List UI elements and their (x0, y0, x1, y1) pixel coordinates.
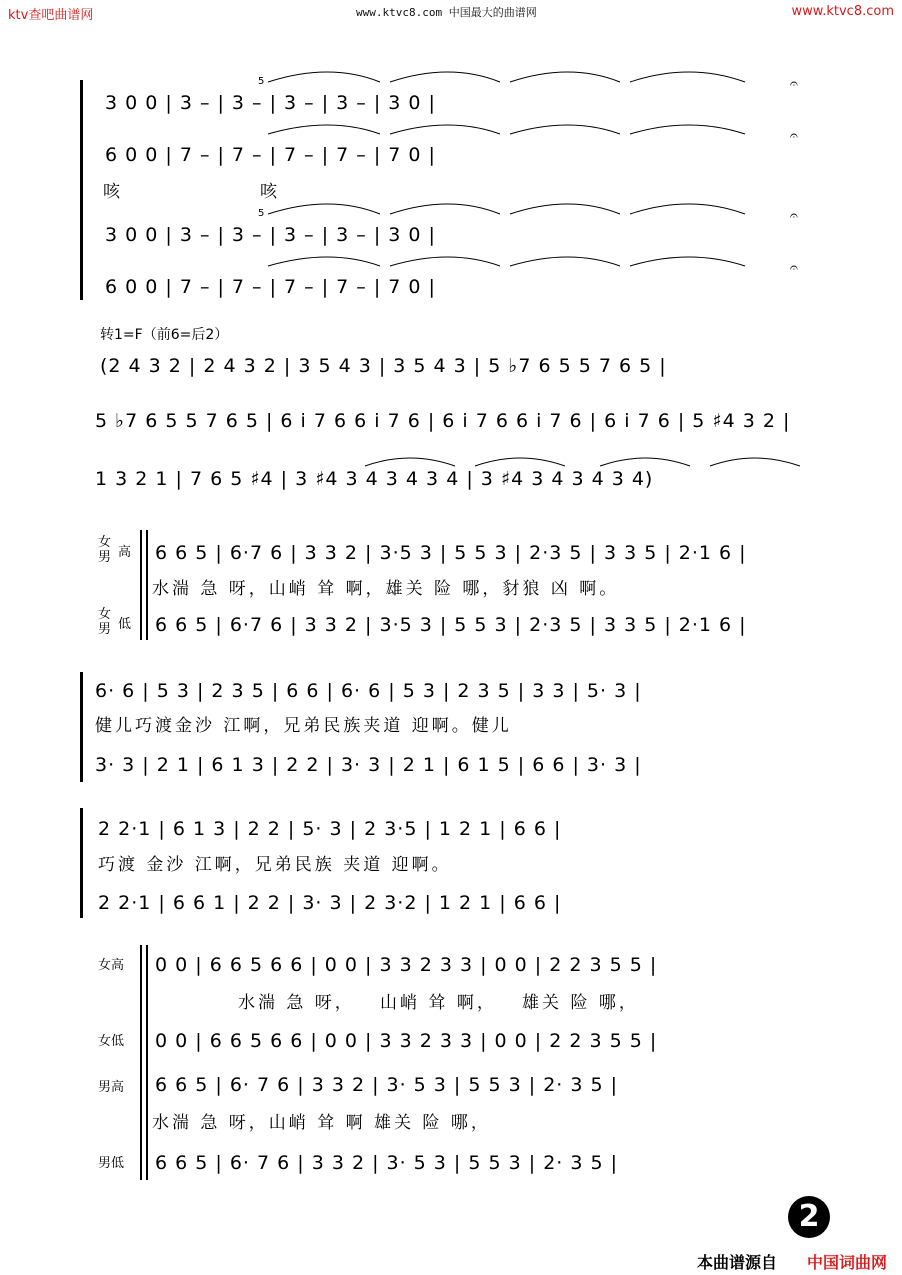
tie (630, 204, 745, 214)
part-label-tenor: 男高 (98, 1080, 125, 1095)
system5-lyrics-3: 水湍 急 呀，山峭 耸 啊 雄关 险 哪， (152, 1113, 491, 1133)
tie (268, 204, 380, 214)
site-banner: www.ktvc8.com 中国最大的曲谱网 (356, 6, 537, 19)
label-char: 男 (98, 550, 112, 565)
key-change: 转1=F（前6=后2） (100, 327, 229, 343)
fermata-icon: 𝄐 (790, 260, 798, 276)
system4-staff-top: 2 2·1 | 6 1 3 | 2 2 | 5· 3 | 2 3·5 | 1 2 1 | 6 6 | (98, 818, 562, 840)
tie (630, 257, 745, 266)
system3-brace (80, 672, 83, 782)
part-label-high (98, 535, 112, 565)
footer-site-link[interactable]: 中国词曲网 (807, 1253, 888, 1272)
slur (365, 458, 455, 466)
system2-brace (140, 530, 142, 640)
system2-lyrics: 水湍 急 呀，山峭 耸 啊，雄关 险 哪，豺狼 凶 啊。 (152, 579, 620, 599)
label-char: 男 (98, 622, 112, 637)
system3-staff-bottom: 3· 3 | 2 1 | 6 1 3 | 2 2 | 3· 3 | 2 1 | 6 1 5 | 6 6 | 3· 3 | (95, 754, 642, 776)
system5-lyrics-1: 水湍 急 呀， 山峭 耸 啊， 雄关 险 哪， (238, 993, 639, 1013)
system5-brace (140, 945, 142, 1180)
system2-staff-top: 6 6 5 | 6·7 6 | 3 3 2 | 3·5 3 | 5 5 3 | 2·3 5 | 3 3 5 | 2·1 6 | (155, 542, 747, 564)
system1-staff-1: 3 0 0 | 3 – | 3 – | 3 – | 3 – | 3 0 | (105, 92, 436, 114)
system4-brace (80, 808, 83, 918)
system1-lyric-1: 咳 (103, 182, 123, 202)
part-label-low (98, 607, 112, 637)
system1-lyric-2: 咳 (260, 182, 280, 202)
tie (630, 125, 745, 134)
system5-staff-3: 6 6 5 | 6· 7 6 | 3 3 2 | 3· 5 3 | 5 5 3 | 2· 3 5 | (155, 1074, 619, 1096)
interlude-line-3: 1 3 2 1 | 7 6 5 ♯4 | 3 ♯4 3 4 3 4 3 4 | 3 ♯4 3 4 3 4 3 4) (95, 468, 654, 490)
tie (268, 72, 380, 82)
label-char: 女 (98, 535, 112, 550)
system5-brace-inner (146, 945, 148, 1180)
tie (390, 72, 500, 82)
system1-staff-3: 3 0 0 | 3 – | 3 – | 3 – | 3 – | 3 0 | (105, 224, 436, 246)
tie (268, 257, 380, 266)
label-char: 女 (98, 607, 112, 622)
part-label-soprano: 女高 (98, 958, 125, 973)
system1-brace (80, 80, 83, 300)
part-label-bass: 男低 (98, 1156, 125, 1171)
system4-lyrics: 巧渡 金沙 江啊，兄弟民族 夹道 迎啊。 (98, 855, 452, 875)
tie (510, 204, 620, 214)
slur (475, 458, 565, 466)
slur (600, 458, 690, 466)
tie (510, 257, 620, 266)
footer-source: 本曲谱源自 (697, 1253, 778, 1272)
tie (268, 125, 380, 134)
system1-staff-2: 6 0 0 | 7 – | 7 – | 7 – | 7 – | 7 0 | (105, 144, 436, 166)
label-char: 高 (118, 545, 132, 560)
system5-staff-4: 6 6 5 | 6· 7 6 | 3 3 2 | 3· 5 3 | 5 5 3 | 2· 3 5 | (155, 1152, 619, 1174)
tie (510, 125, 620, 134)
system2-staff-bottom: 6 6 5 | 6·7 6 | 3 3 2 | 3·5 3 | 5 5 3 | 2·3 5 | 3 3 5 | 2·1 6 | (155, 614, 747, 636)
tie (390, 125, 500, 134)
system5-staff-1: 0 0 | 6 6 5 6 6 | 0 0 | 3 3 2 3 3 | 0 0 | 2 2 3 5 5 | (155, 954, 658, 976)
system4-staff-bottom: 2 2·1 | 6 6 1 | 2 2 | 3· 3 | 2 3·2 | 1 2 1 | 6 6 | (98, 892, 562, 914)
system2-brace-inner (146, 530, 148, 640)
site-url-right: www.ktvc8.com (791, 4, 894, 19)
grace-note: 5 (258, 76, 265, 87)
grace-note: 5 (258, 208, 265, 219)
tie (390, 257, 500, 266)
interlude-line-1: (2 4 3 2 | 2 4 3 2 | 3 5 4 3 | 3 5 4 3 | 5 ♭7 6 5 5 7 6 5 | (100, 355, 667, 377)
tie (510, 72, 620, 82)
slur (710, 458, 800, 466)
system1-staff-4: 6 0 0 | 7 – | 7 – | 7 – | 7 – | 7 0 | (105, 276, 436, 298)
page-number-badge: 2 (788, 1196, 830, 1238)
system3-lyrics: 健儿巧渡金沙 江啊，兄弟民族夹道 迎啊。健儿 (95, 716, 512, 736)
tie (630, 72, 745, 82)
fermata-icon: 𝄐 (790, 128, 798, 144)
tie (390, 204, 500, 214)
system5-staff-2: 0 0 | 6 6 5 6 6 | 0 0 | 3 3 2 3 3 | 0 0 | 2 2 3 5 5 | (155, 1030, 658, 1052)
site-logo-left: ktv查吧曲谱网 (8, 8, 94, 23)
interlude-line-2: 5 ♭7 6 5 5 7 6 5 | 6 i 7 6 6 i 7 6 | 6 i 7 6 6 i 7 6 | 6 i 7 6 | 5 ♯4 3 2 | (95, 410, 791, 432)
fermata-icon: 𝄐 (790, 76, 798, 92)
fermata-icon: 𝄐 (790, 208, 798, 224)
system3-staff-top: 6· 6 | 5 3 | 2 3 5 | 6 6 | 6· 6 | 5 3 | 2 3 5 | 3 3 | 5· 3 | (95, 680, 642, 702)
part-label-alto: 女低 (98, 1034, 125, 1049)
label-char: 低 (118, 617, 132, 632)
